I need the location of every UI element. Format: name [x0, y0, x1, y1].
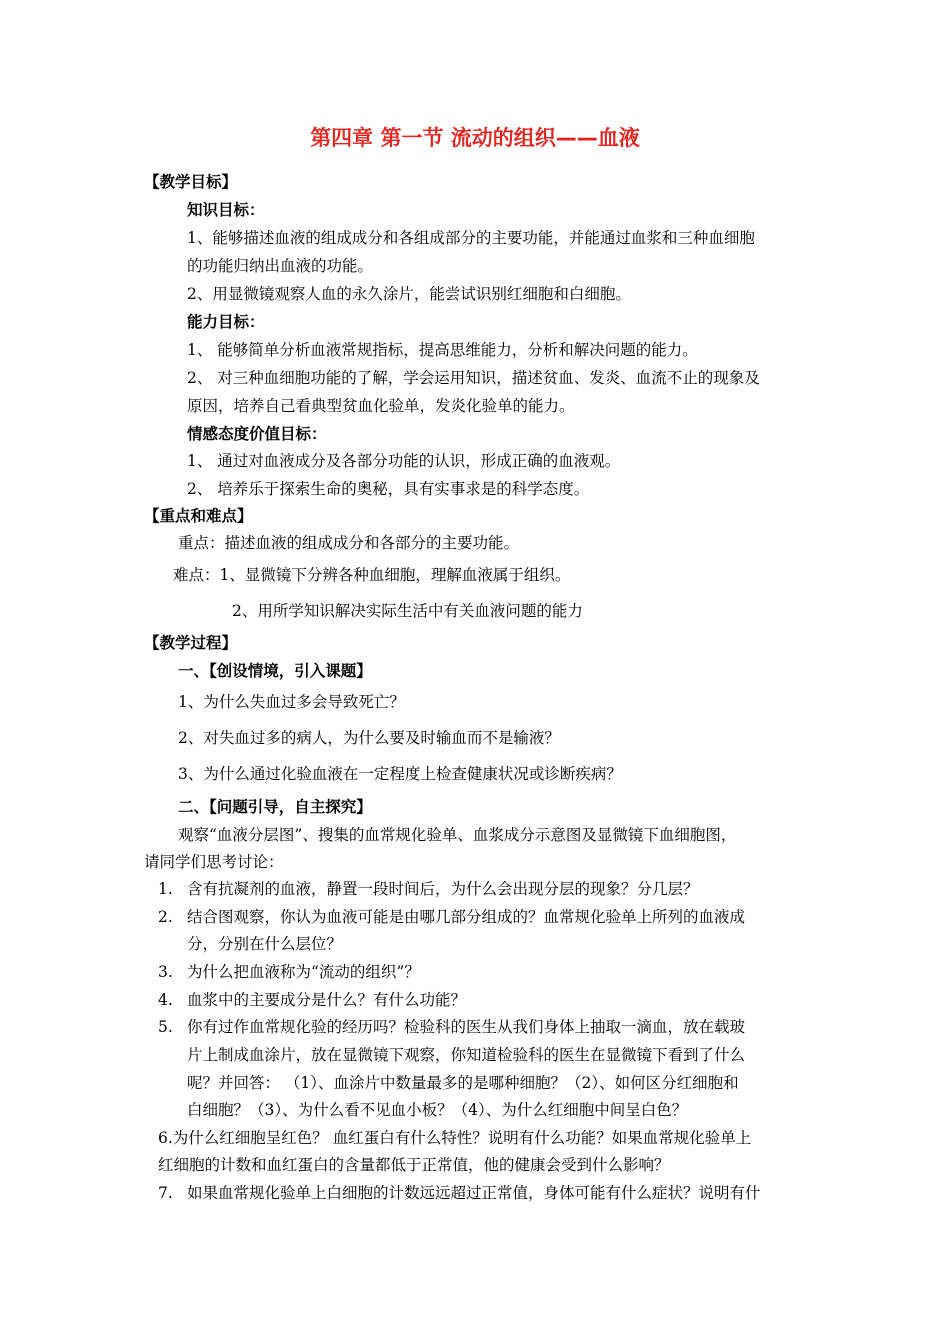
list-number: 5.: [158, 1018, 173, 1036]
list-item: 6.为什么红细胞呈红色？ 血红蛋白有什么特性？说明有什么功能？如果血常规化验单上: [158, 1129, 752, 1147]
list-number: 1.: [158, 880, 173, 898]
list-number: 4.: [158, 991, 173, 1009]
paragraph-line: 请同学们思考讨论：: [144, 853, 284, 871]
paragraph-line: 原因，培养自己看典型贫血化验单，发炎化验单的能力。: [187, 397, 575, 415]
list-item: 如果血常规化验单上白细胞的计数远远超过正常值，身体可能有什么症状？说明有什: [187, 1184, 761, 1202]
paragraph-line: 1、 通过对血液成分及各部分功能的认识，形成正确的血液观。: [187, 452, 621, 470]
section-heading-process: 【教学过程】: [144, 634, 238, 652]
paragraph-line: 2、 培养乐于探索生命的奥秘，具有实事求是的科学态度。: [187, 480, 590, 498]
paragraph-line: 的功能归纳出血液的功能。: [187, 257, 374, 275]
paragraph-line: 观察“血液分层图”、搜集的血常规化验单、血浆成分示意图及显微镜下血细胞图，: [178, 826, 737, 844]
list-item-continued: 白细胞？（3）、为什么看不见血小板？（4）、为什么红细胞中间呈白色？: [187, 1101, 688, 1119]
list-item-continued: 片上制成血涂片，放在显微镜下观察，你知道检验科的医生在显微镜下看到了什么: [187, 1046, 746, 1064]
paragraph-line: 1、能够描述血液的组成成分和各组成部分的主要功能，并能通过血浆和三种血细胞: [187, 229, 755, 247]
paragraph-line: 2、用显微镜观察人血的永久涂片，能尝试识别红细胞和白细胞。: [187, 285, 631, 303]
list-number: 7.: [158, 1184, 173, 1202]
paragraph-line: 难点：1、显微镜下分辨各种血细胞，理解血液属于组织。: [173, 566, 571, 584]
subheading-part1: 一、【创设情境，引入课题】: [178, 662, 372, 680]
question-item: 1、为什么失血过多会导致死亡？: [178, 693, 405, 711]
question-item: 3、为什么通过化验血液在一定程度上检查健康状况或诊断疾病？: [178, 765, 622, 783]
section-heading-keypoints: 【重点和难点】: [144, 507, 253, 525]
paragraph-line: 2、用所学知识解决实际生活中有关血液问题的能力: [232, 602, 583, 620]
page-title: 第四章 第一节 流动的组织——血液: [310, 126, 640, 150]
paragraph-line: 重点：描述血液的组成成分和各部分的主要功能。: [178, 534, 520, 552]
list-number: 2.: [158, 908, 173, 926]
list-item: 你有过作血常规化验的经历吗？检验科的医生从我们身体上抽取一滴血，放在载玻: [187, 1018, 746, 1036]
list-item-continued: 呢？并回答： （1）、血涂片中数量最多的是哪种细胞？（2）、如何区分红细胞和: [187, 1074, 739, 1092]
paragraph-line: 1、 能够简单分析血液常规指标，提高思维能力，分析和解决问题的能力。: [187, 341, 698, 359]
list-item: 结合图观察，你认为血液可能是由哪几部分组成的？血常规化验单上所列的血液成: [187, 908, 746, 926]
subheading-part2: 二、【问题引导，自主探究】: [178, 798, 372, 816]
list-item: 血浆中的主要成分是什么？有什么功能？: [187, 991, 467, 1009]
list-item: 含有抗凝剂的血液，静置一段时间后，为什么会出现分层的现象？分几层？: [187, 880, 699, 898]
list-item-continued: 红细胞的计数和血红蛋白的含量都低于正常值，他的健康会受到什么影响？: [158, 1156, 670, 1174]
subheading-ability: 能力目标：: [187, 313, 265, 331]
paragraph-line: 2、 对三种血细胞功能的了解，学会运用知识，描述贫血、发炎、血流不止的现象及: [187, 369, 760, 387]
question-item: 2、对失血过多的病人，为什么要及时输血而不是输液？: [178, 729, 560, 747]
subheading-emotion: 情感态度价值目标：: [187, 425, 327, 443]
list-item: 为什么把血液称为“流动的组织”？: [187, 963, 420, 981]
list-item-continued: 分，分别在什么层位？: [187, 935, 343, 953]
subheading-knowledge: 知识目标：: [187, 201, 265, 219]
list-number: 3.: [158, 963, 173, 981]
section-heading-objectives: 【教学目标】: [144, 173, 238, 191]
